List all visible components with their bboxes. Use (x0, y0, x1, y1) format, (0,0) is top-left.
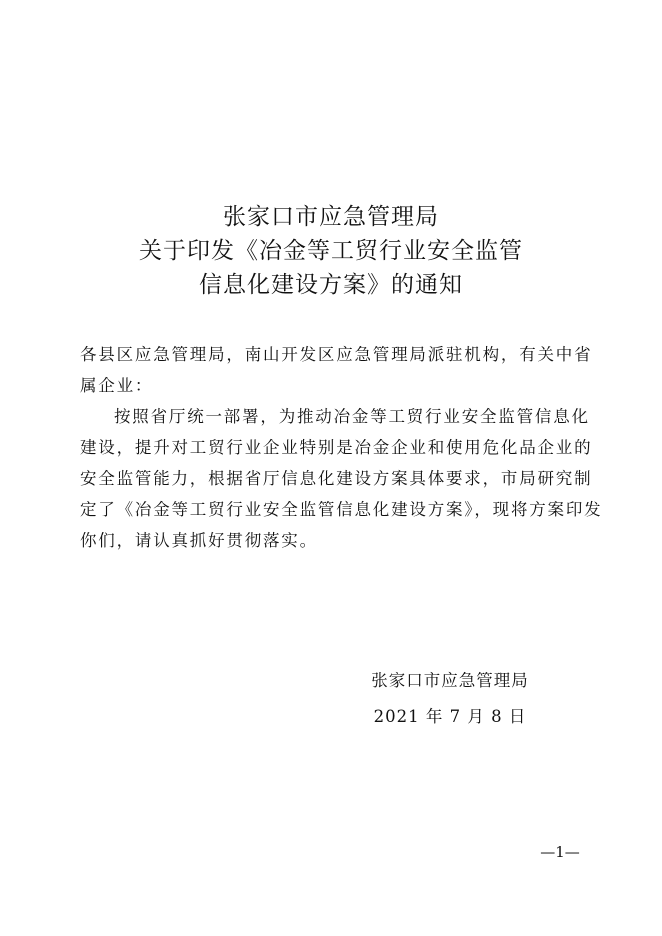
title-line-1: 张家口市应急管理局 (223, 204, 439, 230)
body-paragraph-line: 按照省厅统一部署，为推动冶金等工贸行业安全监管信息化 (114, 407, 590, 426)
page-number: —1— (540, 843, 580, 861)
signature-block (350, 663, 550, 735)
addressee-line: 各县区应急管理局，南山开发区应急管理局派驻机构，有关中省 (80, 345, 593, 364)
document-title (0, 200, 662, 302)
body-paragraph-line: 定了《冶金等工贸行业安全监管信息化建设方案》，现将方案印发 (80, 500, 603, 519)
addressee-line: 属企业： (80, 376, 154, 395)
document-body (80, 339, 603, 556)
body-paragraph-line: 你们，请认真抓好贯彻落实。 (80, 531, 318, 550)
title-line-3: 信息化建设方案》的通知 (199, 272, 463, 298)
signature-date: 2021 年 7 月 8 日 (373, 707, 527, 726)
signature-organization: 张家口市应急管理局 (371, 671, 529, 690)
title-line-2: 关于印发《冶金等工贸行业安全监管 (139, 238, 523, 264)
body-paragraph-line: 建设，提升对工贸行业企业特别是冶金企业和使用危化品企业的 (80, 438, 593, 457)
body-paragraph-line: 安全监管能力，根据省厅信息化建设方案具体要求，市局研究制 (80, 469, 593, 488)
